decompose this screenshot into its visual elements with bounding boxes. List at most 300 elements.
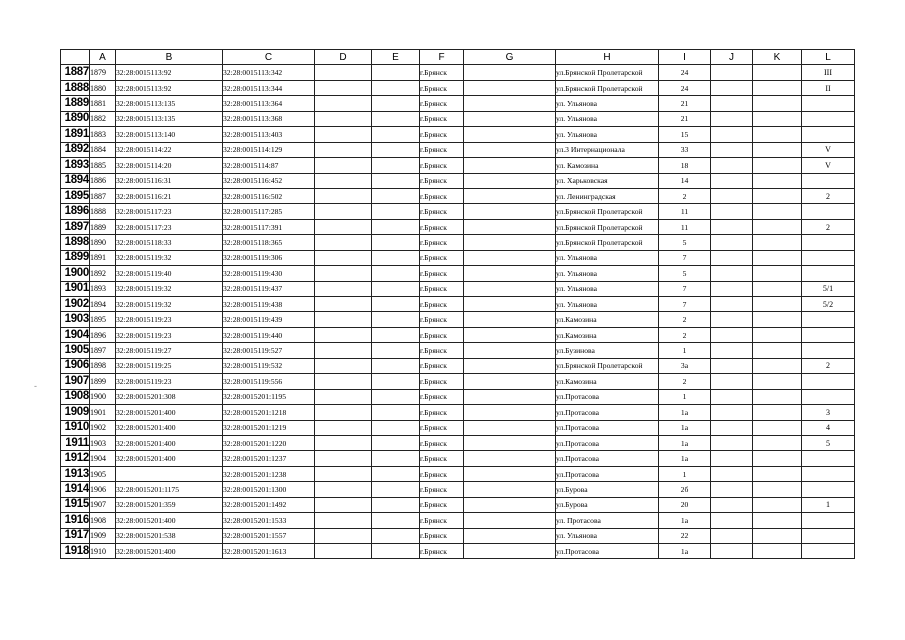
- cell-f[interactable]: г.Брянск: [420, 188, 464, 203]
- cell-f[interactable]: г.Брянск: [420, 204, 464, 219]
- cell-j[interactable]: [711, 219, 753, 234]
- row-number[interactable]: 1918: [61, 544, 90, 559]
- row-number[interactable]: 1916: [61, 513, 90, 528]
- cell-f[interactable]: г.Брянск: [420, 528, 464, 543]
- cell-f[interactable]: г.Брянск: [420, 235, 464, 250]
- cell-d[interactable]: [315, 497, 372, 512]
- cell-h[interactable]: ул.Брянской Пролетарской: [556, 80, 659, 95]
- cell-c[interactable]: 32:28:0015119:439: [223, 312, 315, 327]
- row-number[interactable]: 1912: [61, 451, 90, 466]
- cell-a[interactable]: 1892: [90, 266, 116, 281]
- cell-j[interactable]: [711, 65, 753, 80]
- cell-j[interactable]: [711, 96, 753, 111]
- cell-h[interactable]: ул. Харьковская: [556, 173, 659, 188]
- cell-g[interactable]: [464, 219, 556, 234]
- row-number[interactable]: 1895: [61, 188, 90, 203]
- cell-e[interactable]: [372, 80, 420, 95]
- cell-e[interactable]: [372, 111, 420, 126]
- cell-a[interactable]: 1885: [90, 158, 116, 173]
- cell-i[interactable]: 5: [659, 266, 711, 281]
- cell-e[interactable]: [372, 528, 420, 543]
- cell-h[interactable]: ул. Ульянова: [556, 266, 659, 281]
- cell-h[interactable]: ул.Камозина: [556, 327, 659, 342]
- cell-d[interactable]: [315, 358, 372, 373]
- cell-h[interactable]: ул. Ульянова: [556, 297, 659, 312]
- cell-c[interactable]: 32:28:0015117:285: [223, 204, 315, 219]
- cell-d[interactable]: [315, 466, 372, 481]
- cell-b[interactable]: 32:28:0015119:23: [116, 374, 223, 389]
- cell-l[interactable]: [802, 127, 855, 142]
- cell-k[interactable]: [753, 127, 802, 142]
- cell-f[interactable]: г.Брянск: [420, 435, 464, 450]
- cell-a[interactable]: 1881: [90, 96, 116, 111]
- cell-d[interactable]: [315, 142, 372, 157]
- cell-k[interactable]: [753, 482, 802, 497]
- cell-f[interactable]: г.Брянск: [420, 173, 464, 188]
- cell-b[interactable]: 32:28:0015201:538: [116, 528, 223, 543]
- cell-f[interactable]: г.Брянск: [420, 466, 464, 481]
- row-number[interactable]: 1892: [61, 142, 90, 157]
- cell-e[interactable]: [372, 266, 420, 281]
- cell-a[interactable]: 1903: [90, 435, 116, 450]
- cell-i[interactable]: 33: [659, 142, 711, 157]
- cell-j[interactable]: [711, 80, 753, 95]
- cell-f[interactable]: г.Брянск: [420, 482, 464, 497]
- cell-d[interactable]: [315, 65, 372, 80]
- cell-b[interactable]: [116, 466, 223, 481]
- cell-l[interactable]: [802, 528, 855, 543]
- cell-l[interactable]: II: [802, 80, 855, 95]
- cell-i[interactable]: 1: [659, 389, 711, 404]
- cell-f[interactable]: г.Брянск: [420, 405, 464, 420]
- cell-b[interactable]: 32:28:0015201:400: [116, 405, 223, 420]
- cell-d[interactable]: [315, 451, 372, 466]
- cell-b[interactable]: 32:28:0015201:359: [116, 497, 223, 512]
- cell-k[interactable]: [753, 219, 802, 234]
- cell-i[interactable]: 24: [659, 80, 711, 95]
- cell-d[interactable]: [315, 389, 372, 404]
- cell-h[interactable]: ул.Брянской Пролетарской: [556, 204, 659, 219]
- cell-a[interactable]: 1886: [90, 173, 116, 188]
- cell-e[interactable]: [372, 281, 420, 296]
- cell-k[interactable]: [753, 435, 802, 450]
- cell-f[interactable]: г.Брянск: [420, 374, 464, 389]
- cell-c[interactable]: 32:28:0015116:452: [223, 173, 315, 188]
- cell-h[interactable]: ул.Бурова: [556, 497, 659, 512]
- cell-h[interactable]: ул. Протасова: [556, 513, 659, 528]
- cell-a[interactable]: 1895: [90, 312, 116, 327]
- cell-c[interactable]: 32:28:0015201:1238: [223, 466, 315, 481]
- cell-k[interactable]: [753, 312, 802, 327]
- cell-j[interactable]: [711, 343, 753, 358]
- cell-b[interactable]: 32:28:0015119:25: [116, 358, 223, 373]
- row-number[interactable]: 1910: [61, 420, 90, 435]
- column-header-l[interactable]: L: [802, 50, 855, 65]
- cell-f[interactable]: г.Брянск: [420, 312, 464, 327]
- cell-a[interactable]: 1902: [90, 420, 116, 435]
- cell-k[interactable]: [753, 389, 802, 404]
- cell-e[interactable]: [372, 435, 420, 450]
- cell-e[interactable]: [372, 389, 420, 404]
- cell-h[interactable]: ул.Протасова: [556, 451, 659, 466]
- cell-k[interactable]: [753, 405, 802, 420]
- cell-k[interactable]: [753, 451, 802, 466]
- cell-d[interactable]: [315, 80, 372, 95]
- cell-h[interactable]: ул.Брянской Пролетарской: [556, 358, 659, 373]
- cell-h[interactable]: ул. Ульянова: [556, 528, 659, 543]
- cell-l[interactable]: V: [802, 158, 855, 173]
- cell-g[interactable]: [464, 188, 556, 203]
- cell-g[interactable]: [464, 111, 556, 126]
- cell-d[interactable]: [315, 482, 372, 497]
- row-number[interactable]: 1896: [61, 204, 90, 219]
- cell-g[interactable]: [464, 374, 556, 389]
- cell-a[interactable]: 1906: [90, 482, 116, 497]
- cell-g[interactable]: [464, 405, 556, 420]
- cell-h[interactable]: ул.Протасова: [556, 420, 659, 435]
- cell-k[interactable]: [753, 173, 802, 188]
- cell-l[interactable]: 3: [802, 405, 855, 420]
- cell-d[interactable]: [315, 297, 372, 312]
- cell-i[interactable]: 24: [659, 65, 711, 80]
- cell-c[interactable]: 32:28:0015117:391: [223, 219, 315, 234]
- cell-j[interactable]: [711, 528, 753, 543]
- cell-h[interactable]: ул. Камозина: [556, 158, 659, 173]
- cell-g[interactable]: [464, 420, 556, 435]
- cell-j[interactable]: [711, 281, 753, 296]
- cell-a[interactable]: 1879: [90, 65, 116, 80]
- cell-e[interactable]: [372, 513, 420, 528]
- cell-l[interactable]: [802, 250, 855, 265]
- cell-a[interactable]: 1890: [90, 235, 116, 250]
- column-header-f[interactable]: F: [420, 50, 464, 65]
- row-number[interactable]: 1890: [61, 111, 90, 126]
- cell-j[interactable]: [711, 389, 753, 404]
- cell-h[interactable]: ул.Протасова: [556, 544, 659, 559]
- cell-j[interactable]: [711, 420, 753, 435]
- cell-k[interactable]: [753, 111, 802, 126]
- cell-f[interactable]: г.Брянск: [420, 219, 464, 234]
- cell-i[interactable]: 7: [659, 297, 711, 312]
- column-header-k[interactable]: K: [753, 50, 802, 65]
- cell-f[interactable]: г.Брянск: [420, 250, 464, 265]
- cell-k[interactable]: [753, 158, 802, 173]
- cell-f[interactable]: г.Брянск: [420, 127, 464, 142]
- cell-j[interactable]: [711, 266, 753, 281]
- cell-k[interactable]: [753, 96, 802, 111]
- cell-e[interactable]: [372, 327, 420, 342]
- cell-d[interactable]: [315, 188, 372, 203]
- cell-b[interactable]: 32:28:0015119:23: [116, 312, 223, 327]
- row-number[interactable]: 1905: [61, 343, 90, 358]
- column-header-e[interactable]: E: [372, 50, 420, 65]
- cell-i[interactable]: 1а: [659, 420, 711, 435]
- cell-g[interactable]: [464, 513, 556, 528]
- cell-i[interactable]: 2б: [659, 482, 711, 497]
- cell-l[interactable]: 5: [802, 435, 855, 450]
- cell-c[interactable]: 32:28:0015201:1219: [223, 420, 315, 435]
- cell-g[interactable]: [464, 466, 556, 481]
- cell-g[interactable]: [464, 65, 556, 80]
- cell-d[interactable]: [315, 127, 372, 142]
- cell-i[interactable]: 2: [659, 327, 711, 342]
- cell-j[interactable]: [711, 188, 753, 203]
- cell-l[interactable]: [802, 374, 855, 389]
- cell-j[interactable]: [711, 327, 753, 342]
- cell-j[interactable]: [711, 513, 753, 528]
- cell-c[interactable]: 32:28:0015201:1195: [223, 389, 315, 404]
- row-number[interactable]: 1903: [61, 312, 90, 327]
- cell-h[interactable]: ул.Протасова: [556, 389, 659, 404]
- cell-c[interactable]: 32:28:0015201:1218: [223, 405, 315, 420]
- cell-h[interactable]: ул.Протасова: [556, 405, 659, 420]
- cell-e[interactable]: [372, 451, 420, 466]
- cell-g[interactable]: [464, 250, 556, 265]
- cell-l[interactable]: 1: [802, 497, 855, 512]
- cell-a[interactable]: 1899: [90, 374, 116, 389]
- cell-c[interactable]: 32:28:0015201:1300: [223, 482, 315, 497]
- cell-k[interactable]: [753, 420, 802, 435]
- cell-h[interactable]: ул. Ульянова: [556, 281, 659, 296]
- cell-c[interactable]: 32:28:0015119:438: [223, 297, 315, 312]
- cell-e[interactable]: [372, 204, 420, 219]
- cell-b[interactable]: 32:28:0015117:23: [116, 219, 223, 234]
- cell-e[interactable]: [372, 96, 420, 111]
- cell-i[interactable]: 15: [659, 127, 711, 142]
- cell-l[interactable]: [802, 513, 855, 528]
- cell-f[interactable]: г.Брянск: [420, 281, 464, 296]
- cell-h[interactable]: ул.3 Интернационала: [556, 142, 659, 157]
- cell-l[interactable]: 2: [802, 358, 855, 373]
- cell-e[interactable]: [372, 358, 420, 373]
- cell-i[interactable]: 1: [659, 466, 711, 481]
- cell-b[interactable]: 32:28:0015119:40: [116, 266, 223, 281]
- cell-j[interactable]: [711, 312, 753, 327]
- cell-a[interactable]: 1897: [90, 343, 116, 358]
- cell-f[interactable]: г.Брянск: [420, 389, 464, 404]
- row-number[interactable]: 1914: [61, 482, 90, 497]
- cell-i[interactable]: 3а: [659, 358, 711, 373]
- cell-b[interactable]: 32:28:0015113:92: [116, 80, 223, 95]
- cell-i[interactable]: 5: [659, 235, 711, 250]
- cell-d[interactable]: [315, 528, 372, 543]
- cell-d[interactable]: [315, 235, 372, 250]
- cell-k[interactable]: [753, 235, 802, 250]
- cell-b[interactable]: 32:28:0015201:400: [116, 451, 223, 466]
- cell-g[interactable]: [464, 142, 556, 157]
- cell-i[interactable]: 22: [659, 528, 711, 543]
- cell-a[interactable]: 1910: [90, 544, 116, 559]
- cell-l[interactable]: III: [802, 65, 855, 80]
- cell-f[interactable]: г.Брянск: [420, 451, 464, 466]
- cell-f[interactable]: г.Брянск: [420, 80, 464, 95]
- cell-l[interactable]: 4: [802, 420, 855, 435]
- cell-e[interactable]: [372, 158, 420, 173]
- cell-d[interactable]: [315, 327, 372, 342]
- cell-e[interactable]: [372, 219, 420, 234]
- cell-d[interactable]: [315, 420, 372, 435]
- cell-l[interactable]: [802, 544, 855, 559]
- cell-h[interactable]: ул.Камозина: [556, 312, 659, 327]
- column-header-i[interactable]: I: [659, 50, 711, 65]
- cell-k[interactable]: [753, 497, 802, 512]
- cell-g[interactable]: [464, 235, 556, 250]
- cell-d[interactable]: [315, 158, 372, 173]
- cell-d[interactable]: [315, 544, 372, 559]
- cell-g[interactable]: [464, 435, 556, 450]
- cell-e[interactable]: [372, 482, 420, 497]
- cell-i[interactable]: 7: [659, 281, 711, 296]
- cell-h[interactable]: ул.Бузинова: [556, 343, 659, 358]
- cell-h[interactable]: ул. Ульянова: [556, 127, 659, 142]
- cell-b[interactable]: 32:28:0015201:400: [116, 435, 223, 450]
- cell-f[interactable]: г.Брянск: [420, 65, 464, 80]
- cell-k[interactable]: [753, 528, 802, 543]
- row-number[interactable]: 1915: [61, 497, 90, 512]
- cell-g[interactable]: [464, 343, 556, 358]
- cell-h[interactable]: ул.Протасова: [556, 435, 659, 450]
- row-number[interactable]: 1909: [61, 405, 90, 420]
- cell-j[interactable]: [711, 173, 753, 188]
- cell-g[interactable]: [464, 327, 556, 342]
- cell-e[interactable]: [372, 497, 420, 512]
- row-number[interactable]: 1917: [61, 528, 90, 543]
- cell-l[interactable]: [802, 389, 855, 404]
- cell-b[interactable]: 32:28:0015201:308: [116, 389, 223, 404]
- row-number[interactable]: 1900: [61, 266, 90, 281]
- cell-c[interactable]: 32:28:0015113:344: [223, 80, 315, 95]
- cell-l[interactable]: [802, 111, 855, 126]
- cell-j[interactable]: [711, 451, 753, 466]
- cell-b[interactable]: 32:28:0015116:31: [116, 173, 223, 188]
- cell-k[interactable]: [753, 343, 802, 358]
- cell-a[interactable]: 1898: [90, 358, 116, 373]
- row-number[interactable]: 1902: [61, 297, 90, 312]
- cell-b[interactable]: 32:28:0015201:400: [116, 513, 223, 528]
- cell-f[interactable]: г.Брянск: [420, 420, 464, 435]
- cell-j[interactable]: [711, 158, 753, 173]
- cell-l[interactable]: 5/2: [802, 297, 855, 312]
- cell-i[interactable]: 1а: [659, 513, 711, 528]
- cell-a[interactable]: 1907: [90, 497, 116, 512]
- cell-b[interactable]: 32:28:0015113:135: [116, 111, 223, 126]
- cell-f[interactable]: г.Брянск: [420, 544, 464, 559]
- cell-c[interactable]: 32:28:0015119:440: [223, 327, 315, 342]
- cell-i[interactable]: 20: [659, 497, 711, 512]
- cell-g[interactable]: [464, 281, 556, 296]
- cell-b[interactable]: 32:28:0015114:20: [116, 158, 223, 173]
- cell-j[interactable]: [711, 466, 753, 481]
- row-number[interactable]: 1906: [61, 358, 90, 373]
- cell-c[interactable]: 32:28:0015113:342: [223, 65, 315, 80]
- cell-c[interactable]: 32:28:0015201:1613: [223, 544, 315, 559]
- cell-c[interactable]: 32:28:0015201:1492: [223, 497, 315, 512]
- cell-l[interactable]: [802, 204, 855, 219]
- cell-b[interactable]: 32:28:0015119:32: [116, 281, 223, 296]
- cell-h[interactable]: ул.Протасова: [556, 466, 659, 481]
- row-number[interactable]: 1889: [61, 96, 90, 111]
- cell-k[interactable]: [753, 358, 802, 373]
- cell-j[interactable]: [711, 127, 753, 142]
- cell-h[interactable]: ул. Ульянова: [556, 111, 659, 126]
- cell-b[interactable]: 32:28:0015116:21: [116, 188, 223, 203]
- cell-a[interactable]: 1905: [90, 466, 116, 481]
- cell-h[interactable]: ул.Брянской Пролетарской: [556, 235, 659, 250]
- cell-f[interactable]: г.Брянск: [420, 158, 464, 173]
- cell-e[interactable]: [372, 173, 420, 188]
- cell-k[interactable]: [753, 513, 802, 528]
- cell-c[interactable]: 32:28:0015114:129: [223, 142, 315, 157]
- row-number[interactable]: 1911: [61, 435, 90, 450]
- cell-d[interactable]: [315, 173, 372, 188]
- cell-i[interactable]: 18: [659, 158, 711, 173]
- cell-c[interactable]: 32:28:0015113:403: [223, 127, 315, 142]
- cell-g[interactable]: [464, 173, 556, 188]
- cell-i[interactable]: 1: [659, 343, 711, 358]
- cell-j[interactable]: [711, 111, 753, 126]
- cell-e[interactable]: [372, 235, 420, 250]
- cell-e[interactable]: [372, 297, 420, 312]
- cell-i[interactable]: 2: [659, 312, 711, 327]
- cell-i[interactable]: 2: [659, 188, 711, 203]
- cell-b[interactable]: 32:28:0015113:92: [116, 65, 223, 80]
- cell-a[interactable]: 1891: [90, 250, 116, 265]
- cell-l[interactable]: [802, 451, 855, 466]
- cell-j[interactable]: [711, 358, 753, 373]
- row-number[interactable]: 1897: [61, 219, 90, 234]
- cell-d[interactable]: [315, 219, 372, 234]
- cell-b[interactable]: 32:28:0015119:23: [116, 327, 223, 342]
- cell-d[interactable]: [315, 111, 372, 126]
- cell-k[interactable]: [753, 204, 802, 219]
- cell-h[interactable]: ул. Ульянова: [556, 96, 659, 111]
- cell-j[interactable]: [711, 142, 753, 157]
- cell-l[interactable]: [802, 235, 855, 250]
- cell-k[interactable]: [753, 327, 802, 342]
- cell-g[interactable]: [464, 127, 556, 142]
- cell-d[interactable]: [315, 266, 372, 281]
- cell-e[interactable]: [372, 312, 420, 327]
- row-number[interactable]: 1901: [61, 281, 90, 296]
- cell-f[interactable]: г.Брянск: [420, 266, 464, 281]
- cell-f[interactable]: г.Брянск: [420, 513, 464, 528]
- cell-c[interactable]: 32:28:0015119:527: [223, 343, 315, 358]
- cell-f[interactable]: г.Брянск: [420, 358, 464, 373]
- cell-l[interactable]: [802, 466, 855, 481]
- cell-i[interactable]: 21: [659, 96, 711, 111]
- cell-b[interactable]: 32:28:0015113:135: [116, 96, 223, 111]
- cell-b[interactable]: 32:28:0015201:1175: [116, 482, 223, 497]
- cell-l[interactable]: [802, 312, 855, 327]
- cell-d[interactable]: [315, 312, 372, 327]
- cell-c[interactable]: 32:28:0015119:532: [223, 358, 315, 373]
- cell-k[interactable]: [753, 374, 802, 389]
- cell-a[interactable]: 1896: [90, 327, 116, 342]
- column-header-g[interactable]: G: [464, 50, 556, 65]
- cell-c[interactable]: 32:28:0015119:306: [223, 250, 315, 265]
- cell-e[interactable]: [372, 420, 420, 435]
- cell-a[interactable]: 1882: [90, 111, 116, 126]
- cell-e[interactable]: [372, 405, 420, 420]
- cell-i[interactable]: 11: [659, 204, 711, 219]
- cell-i[interactable]: 1а: [659, 435, 711, 450]
- cell-b[interactable]: 32:28:0015118:33: [116, 235, 223, 250]
- row-number[interactable]: 1888: [61, 80, 90, 95]
- cell-f[interactable]: г.Брянск: [420, 142, 464, 157]
- cell-l[interactable]: [802, 482, 855, 497]
- row-number[interactable]: 1899: [61, 250, 90, 265]
- cell-g[interactable]: [464, 204, 556, 219]
